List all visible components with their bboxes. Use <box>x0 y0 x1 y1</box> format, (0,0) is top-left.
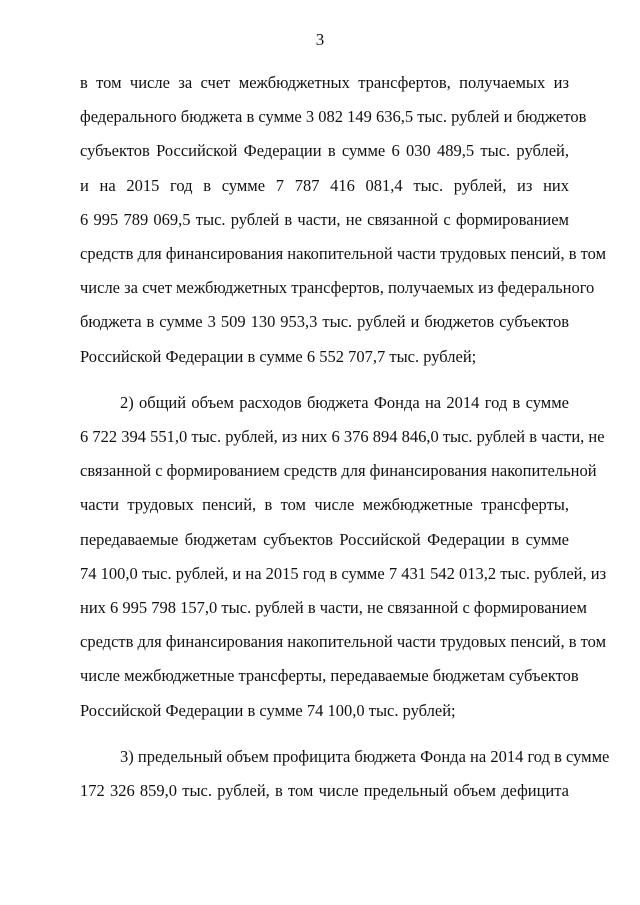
paragraph-gap <box>80 728 569 740</box>
text-line: части трудовых пенсий, в том числе межбюджетные трансферты, <box>80 495 569 515</box>
text-line: средств для финансирования накопительной части трудовых пенсий, в том <box>80 632 607 652</box>
text-line: и на 2015 год в сумме 7 787 416 081,4 тыс. рублей, из них <box>80 175 569 195</box>
text-line: них 6 995 798 157,0 тыс. рублей в части, не связанной с формированием <box>80 598 587 618</box>
paragraph-2 <box>80 386 607 728</box>
text-line: субъектов Российской Федерации в сумме 6 030 489,5 тыс. рублей, <box>80 141 569 161</box>
text-line: 2) общий объем расходов бюджета Фонда на 2014 год в сумме <box>120 392 569 412</box>
text-line: передаваемые бюджетам субъектов Российской Федерации в сумме <box>80 529 569 549</box>
text-line: связанной с формированием средств для финансирования накопительной <box>80 461 597 481</box>
document-body <box>80 66 610 808</box>
paragraph-3 <box>80 740 610 808</box>
text-line: 6 722 394 551,0 тыс. рублей, из них 6 376 894 846,0 тыс. рублей в части, не <box>80 427 605 447</box>
paragraph-gap <box>80 374 569 386</box>
text-line: 172 326 859,0 тыс. рублей, в том числе предельный объем дефицита <box>80 781 569 801</box>
text-line: 74 100,0 тыс. рублей, и на 2015 год в сумме 7 431 542 013,2 тыс. рублей, из <box>80 563 607 583</box>
text-line: средств для финансирования накопительной части трудовых пенсий, в том <box>80 244 607 264</box>
text-line: числе за счет межбюджетных трансфертов, получаемых из федерального <box>80 278 595 298</box>
paragraph-1 <box>80 66 607 374</box>
text-line: числе межбюджетные трансферты, передаваемые бюджетам субъектов <box>80 666 579 686</box>
text-line: федерального бюджета в сумме 3 082 149 636,5 тыс. рублей и бюджетов <box>80 107 587 127</box>
text-line: 6 995 789 069,5 тыс. рублей в части, не связанной с формированием <box>80 209 569 229</box>
text-line: в том числе за счет межбюджетных трансфертов, получаемых из <box>80 73 569 92</box>
text-line: 3) предельный объем профицита бюджета Фонда на 2014 год в сумме <box>120 746 610 766</box>
text-line: Российской Федерации в сумме 6 552 707,7 тыс. рублей; <box>80 346 477 366</box>
text-line: Российской Федерации в сумме 74 100,0 тыс. рублей; <box>80 700 456 720</box>
text-line: бюджета в сумме 3 509 130 953,3 тыс. рублей и бюджетов субъектов <box>80 312 569 332</box>
page-number: 3 <box>315 30 325 49</box>
